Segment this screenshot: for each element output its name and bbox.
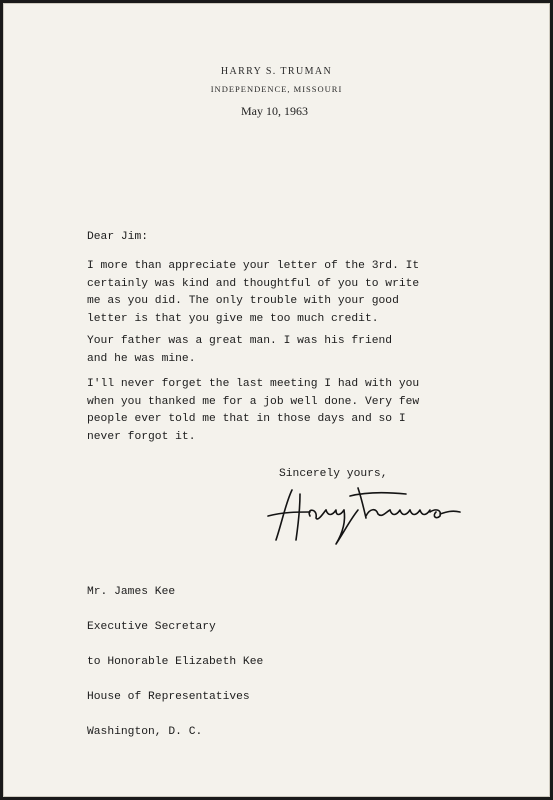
closing: Sincerely yours, [279, 468, 388, 480]
letterhead-place: INDEPENDENCE, MISSOURI [210, 84, 343, 94]
recipient-address [87, 566, 263, 759]
letter-page [3, 3, 550, 797]
address-line: House of Representatives [87, 690, 250, 703]
body-paragraph: Your father was a great man. I was his friend and he was mine. [87, 335, 393, 365]
signature [266, 482, 466, 552]
letter-date: May 10, 1963 [241, 104, 308, 118]
letterhead-name: HARRY S. TRUMAN [220, 66, 333, 77]
body-paragraph: I'll never forget the last meeting I had with you when you thanked me for a job well done. Very few people ever told me that in those days and so I never forgot it. [87, 378, 420, 443]
address-line: Executive Secretary [87, 620, 216, 633]
address-line: Washington, D. C. [87, 725, 203, 738]
address-line: to Honorable Elizabeth Kee [87, 655, 264, 668]
address-line: Mr. James Kee [87, 585, 176, 598]
salutation: Dear Jim: [87, 231, 149, 243]
body-paragraph: I more than appreciate your letter of the 3rd. It certainly was kind and thoughtful of you to write me as you did. The only trouble with your good letter is that you give me too much credit. [87, 260, 420, 325]
